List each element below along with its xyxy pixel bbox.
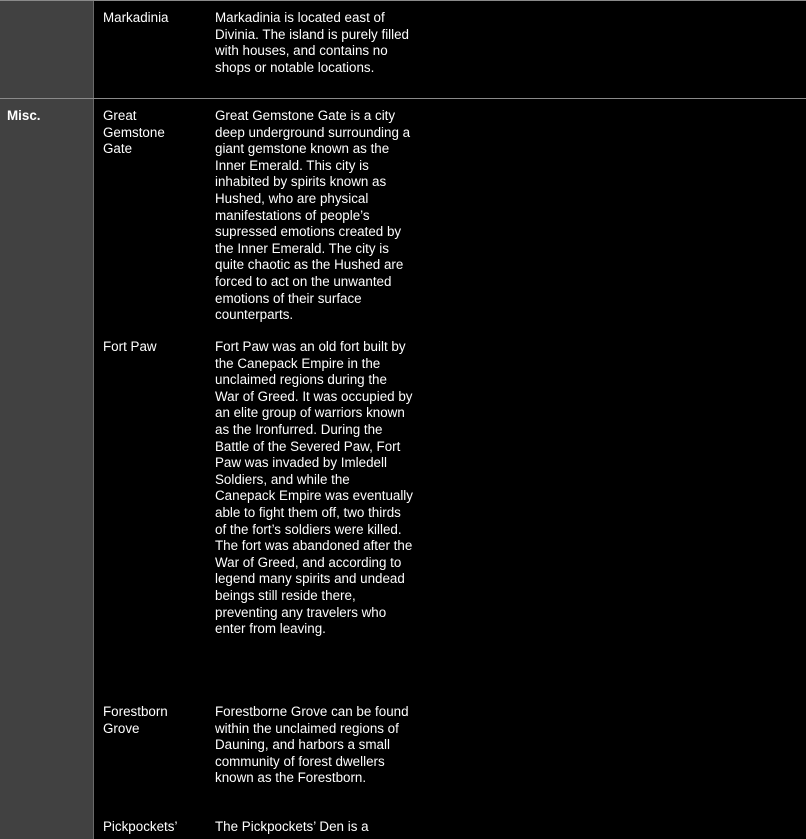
location-description-fort-paw: Fort Paw was an old fort built by the Canepack Empire in the unclaimed regions during the War of Greed. It was occupied by an elite group of warriors known as the Ironfurred. During the Battle of the Severed Paw, Fort Paw was invaded by Imledell Soldiers, and while the Canepack Empire was eventually able to fight them off, two thirds of the fort’s soldiers were killed. The fort was abandoned after the War of Greed, and according to legend many spirits and undead beings still reside there, preventing any travelers who enter from leaving. bbox=[215, 339, 413, 637]
category-column bbox=[0, 1, 94, 839]
location-name-great-gemstone-gate: Great Gemstone Gate bbox=[103, 108, 165, 157]
location-name-markadinia: Markadinia bbox=[103, 10, 169, 25]
category-label-misc: Misc. bbox=[7, 108, 41, 123]
location-name-pickpockets-den: Pickpockets’ bbox=[103, 819, 178, 834]
location-description-pickpockets-den: The Pickpockets’ Den is a bbox=[215, 819, 369, 834]
location-name-forestborn-grove: Forestborn Grove bbox=[103, 704, 168, 736]
location-description-great-gemstone-gate: Great Gemstone Gate is a city deep underground surrounding a giant gemstone known as the Inner Emerald. This city is inhabited by spirits known as Hushed, who are physical manifestations of people’s supressed emotions created by the Inner Emerald. The city is quite chaotic as the Hushed are forced to act on the unwanted emotions of their surface counterparts. bbox=[215, 108, 411, 323]
location-description-forestborn-grove: Forestborne Grove can be found within the unclaimed regions of Dauning, and harbors a small community of forest dwellers known as the Forestborn. bbox=[215, 704, 409, 786]
row-divider bbox=[0, 98, 806, 99]
location-name-fort-paw: Fort Paw bbox=[103, 339, 157, 354]
location-description-markadinia: Markadinia is located east of Divinia. The island is purely filled with houses, and contains no shops or notable locations. bbox=[215, 10, 410, 75]
